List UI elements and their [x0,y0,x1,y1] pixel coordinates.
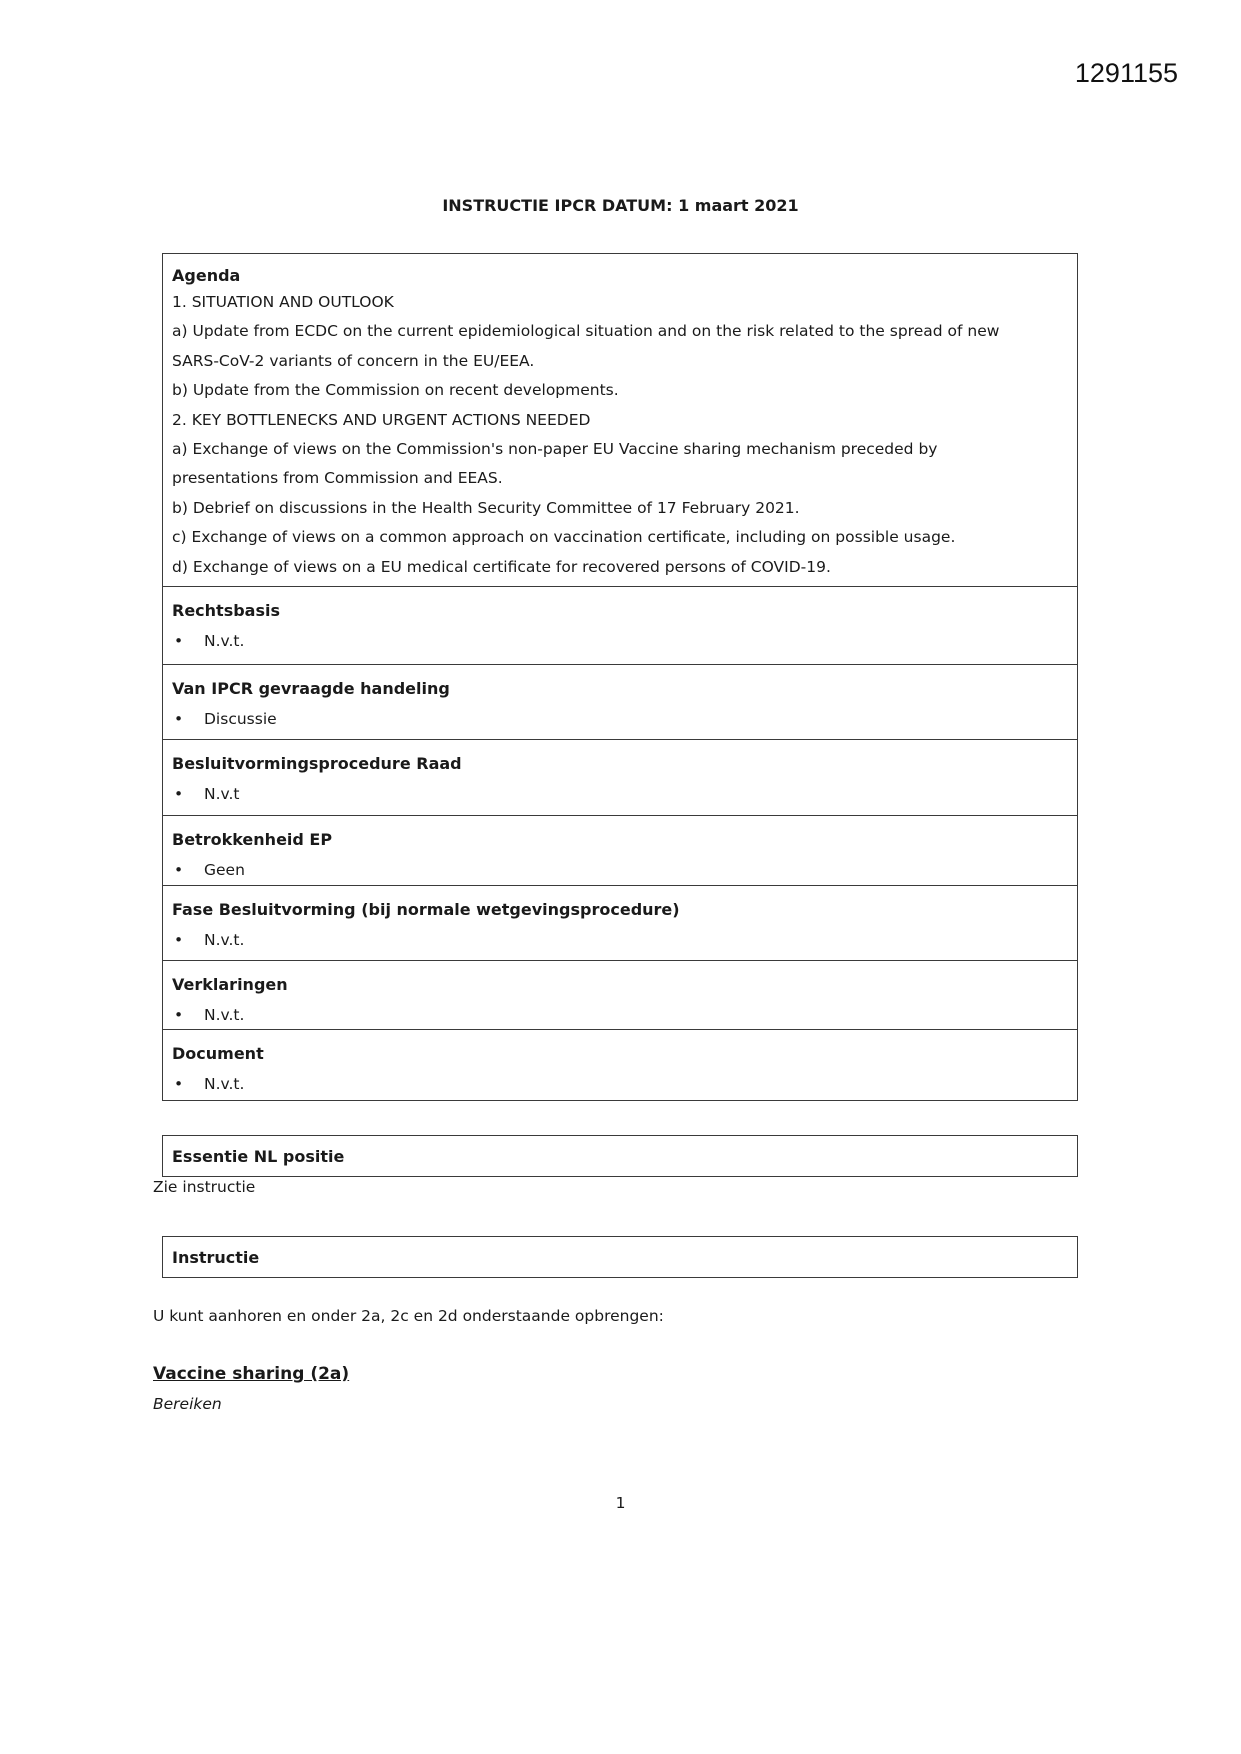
section-bullet [172,1000,1068,1030]
agenda-line: c) Exchange of views on a common approach on vaccination certificate, including on possible usage. [172,528,956,547]
bullet-dot: • [174,1006,184,1025]
section-title: Rechtsbasis [172,601,280,621]
bullet-text: N.v.t. [204,1006,245,1025]
section-bullet [172,779,1068,809]
agenda-line: presentations from Commission and EEAS. [172,469,503,488]
vaccine-sharing-heading: Vaccine sharing (2a) [153,1364,350,1384]
bullet-dot: • [174,861,184,880]
section-title: Fase Besluitvorming (bij normale wetgevingsprocedure) [172,900,680,920]
section-verklaringen [163,960,1077,1029]
agenda-section [163,254,1077,586]
section-title: Besluitvormingsprocedure Raad [172,754,462,774]
info-table [162,253,1078,1101]
agenda-line: SARS-CoV-2 variants of concern in the EU/EEA. [172,351,535,370]
section-bullet [172,626,1068,656]
section-title: Verklaringen [172,975,288,995]
agenda-line: a) Update from ECDC on the current epidemiological situation and on the risk related to the spread of new [172,322,1000,341]
section-betrokkenheid-ep [163,815,1077,885]
agenda-line: b) Update from the Commission on recent developments. [172,381,619,400]
bullet-text: N.v.t. [204,632,245,651]
section-title: Betrokkenheid EP [172,830,333,850]
bullet-text: Geen [204,861,245,880]
section-fase-besluitvorming [163,885,1077,960]
section-bullet [172,704,1068,734]
section-bullet [172,925,1068,955]
section-title: Van IPCR gevraagde handeling [172,679,450,699]
section-besluitvormingsprocedure [163,739,1077,815]
section-title: Document [172,1044,264,1064]
bullet-text: N.v.t. [204,1075,245,1094]
bullet-dot: • [174,710,184,729]
essentie-box: Essentie NL positie [162,1135,1078,1177]
document-number: 1291155 [1074,58,1178,88]
vaccine-sharing-subheading: Bereiken [153,1395,222,1413]
agenda-line: 1. SITUATION AND OUTLOOK [172,293,394,311]
bullet-text: N.v.t. [204,931,245,950]
section-document [163,1029,1077,1100]
section-rechtsbasis [163,586,1077,664]
agenda-line: 2. KEY BOTTLENECKS AND URGENT ACTIONS NEEDED [172,410,591,429]
bullet-text: N.v.t [204,785,240,804]
bullet-dot: • [174,785,184,804]
bullet-dot: • [174,1075,184,1094]
essentie-text: Zie instructie [153,1178,256,1196]
instructie-text: U kunt aanhoren en onder 2a, 2c en 2d onderstaande opbrengen: [153,1307,664,1325]
bullet-text: Discussie [204,710,277,729]
section-bullet [172,855,1068,885]
agenda-line: d) Exchange of views on a EU medical certificate for recovered persons of COVID-19. [172,557,831,576]
instructie-box: Instructie [162,1236,1078,1278]
bullet-dot: • [174,632,184,651]
bullet-dot: • [174,931,184,950]
section-handeling [163,664,1077,739]
agenda-title: Agenda [172,266,241,285]
agenda-line: a) Exchange of views on the Commission's non-paper EU Vaccine sharing mechanism preceded by [172,440,938,459]
section-bullet [172,1069,1068,1099]
agenda-line: b) Debrief on discussions in the Health Security Committee of 17 February 2021. [172,498,800,517]
page-number: 1 [615,1494,626,1512]
document-title: INSTRUCTIE IPCR DATUM: 1 maart 2021 [442,196,799,215]
